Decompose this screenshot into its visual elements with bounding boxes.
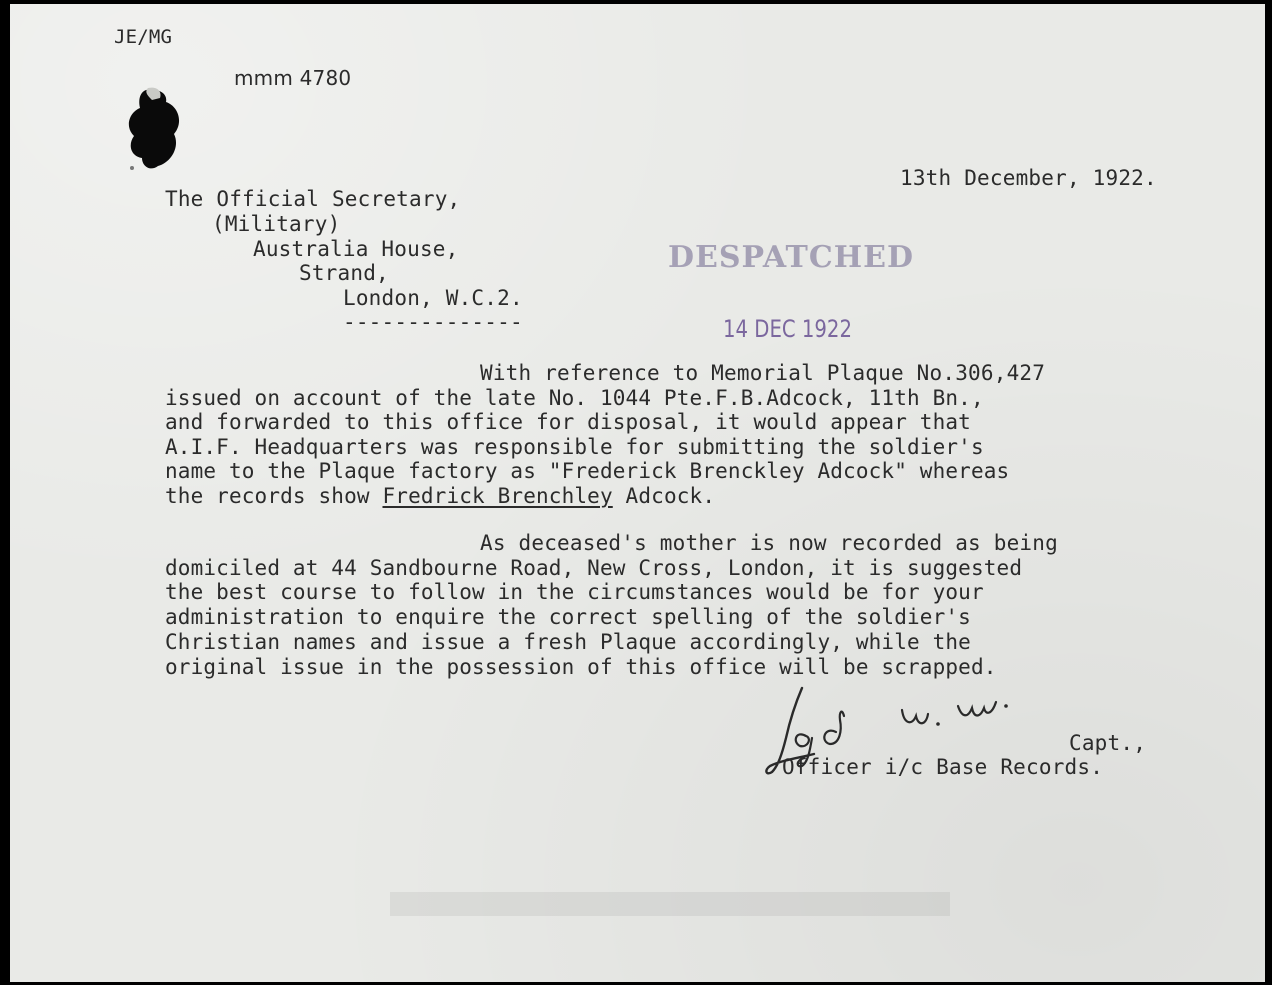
paragraph-2-line-2: domiciled at 44 Sandbourne Road, New Cross, London, it is suggested <box>165 556 1023 580</box>
address-line-4: Strand, <box>299 261 389 285</box>
punched-hole <box>122 86 192 176</box>
address-line-3: Australia House, <box>253 237 459 261</box>
letter-page <box>10 4 1265 982</box>
address-line-5: London, W.C.2. <box>343 286 523 310</box>
paragraph-1-line-1: With reference to Memorial Plaque No.306,427 <box>480 361 1046 385</box>
address-line-2: (Military) <box>212 212 341 236</box>
paragraph-1-line-2: issued on account of the late No. 1044 Pte.F.B.Adcock, 11th Bn., <box>165 386 984 410</box>
despatched-date-stamp: 14 DEC 1922 <box>723 315 852 343</box>
reference-code: JE/MG <box>114 26 173 48</box>
paragraph-2-line-1: As deceased's mother is now recorded as being <box>480 531 1058 555</box>
paragraph-2-line-5: Christian names and issue a fresh Plaque accordingly, while the <box>165 630 971 654</box>
records-prefix: the records show <box>165 484 383 508</box>
address-rule: -------------- <box>343 310 523 334</box>
paragraph-1-line-3: and forwarded to this office for disposal, it would appear that <box>165 410 971 434</box>
paragraph-2-line-4: administration to enquire the correct spelling of the soldier's <box>165 605 971 629</box>
paragraph-1-line-4: A.I.F. Headquarters was responsible for submitting the soldier's <box>165 435 984 459</box>
correct-name-underlined: Fredrick Brenchley <box>382 484 613 508</box>
closing-rank: Capt., <box>1069 731 1147 755</box>
closing-title: Officer i/c Base Records. <box>782 755 1104 779</box>
paragraph-2-line-3: the best course to follow in the circumstances would be for your <box>165 580 984 604</box>
paragraph-1-line-6 <box>165 484 715 509</box>
records-suffix: Adcock. <box>612 484 716 508</box>
address-line-1: The Official Secretary, <box>165 187 461 211</box>
letter-date: 13th December, 1922. <box>900 166 1157 190</box>
file-number: mmm 4780 <box>234 66 352 90</box>
reverse-show-through <box>390 884 950 924</box>
despatched-stamp: DESPATCHED <box>668 240 914 275</box>
paragraph-1-line-5: name to the Plaque factory as "Frederick Brenckley Adcock" whereas <box>165 459 1010 483</box>
paragraph-2-line-6: original issue in the possession of this office will be scrapped. <box>165 655 997 679</box>
